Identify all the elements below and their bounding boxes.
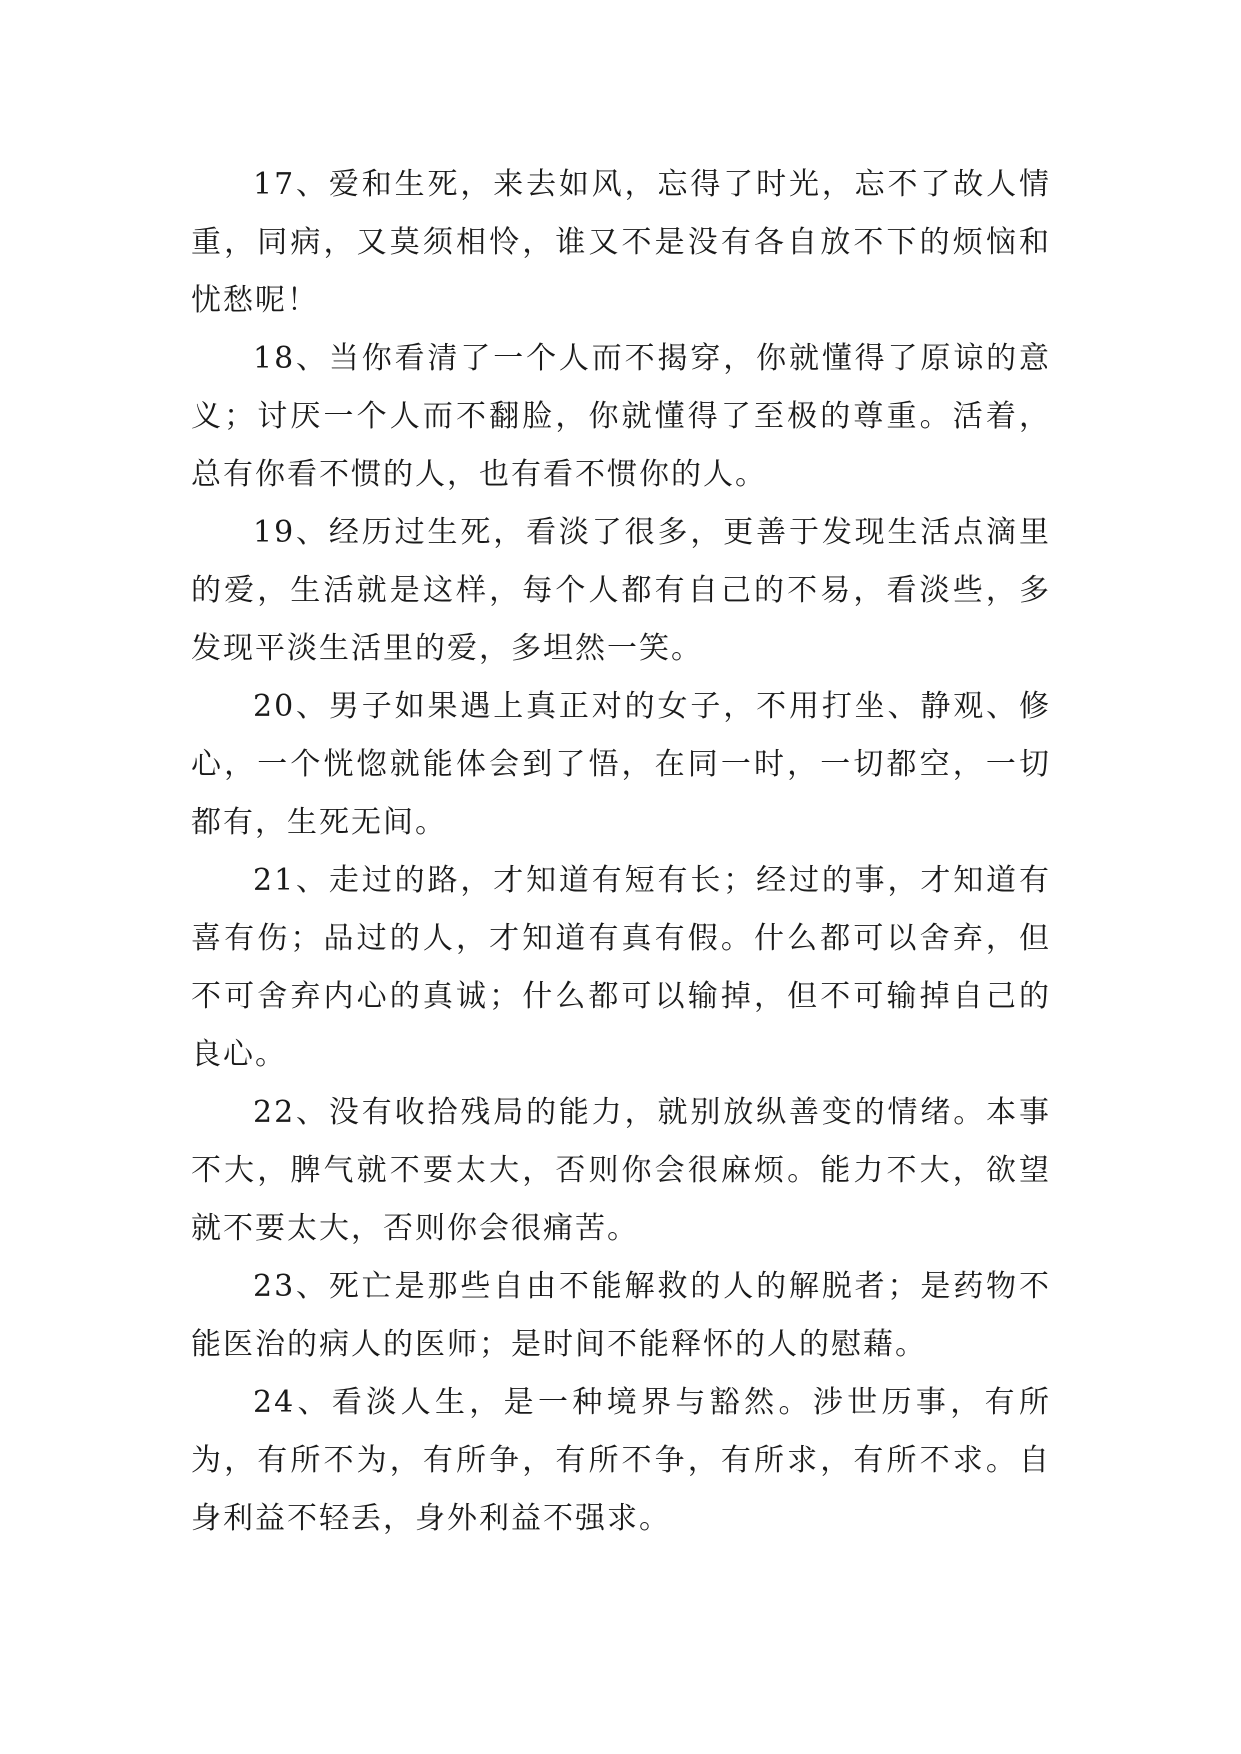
paragraph-18: 18、当你看清了一个人而不揭穿，你就懂得了原谅的意义；讨厌一个人而不翻脸，你就懂得了至极的尊重。活着，总有你看不惯的人，也有看不惯你的人。 — [191, 341, 1051, 492]
paragraph-23: 23、死亡是那些自由不能解救的人的解脱者；是药物不能医治的病人的医师；是时间不能释怀的人的慰藉。 — [191, 1269, 1051, 1362]
paragraph-17: 17、爱和生死，来去如风，忘得了时光，忘不了故人情重，同病，又莫须相怜，谁又不是没有各自放不下的烦恼和忧愁呢！ — [191, 167, 1051, 318]
paragraph-19: 19、经历过生死，看淡了很多，更善于发现生活点滴里的爱，生活就是这样，每个人都有自己的不易，看淡些，多发现平淡生活里的爱，多坦然一笑。 — [191, 515, 1051, 666]
paragraph-20: 20、男子如果遇上真正对的女子，不用打坐、静观、修心，一个恍惚就能体会到了悟，在同一时，一切都空，一切都有，生死无间。 — [191, 689, 1051, 840]
paragraph-22: 22、没有收拾残局的能力，就别放纵善变的情绪。本事不大，脾气就不要太大，否则你会很麻烦。能力不大，欲望就不要太大，否则你会很痛苦。 — [191, 1095, 1051, 1246]
paragraph-21: 21、走过的路，才知道有短有长；经过的事，才知道有喜有伤；品过的人，才知道有真有假。什么都可以舍弃，但不可舍弃内心的真诚；什么都可以输掉，但不可输掉自己的良心。 — [191, 863, 1051, 1072]
paragraph-24: 24、看淡人生，是一种境界与豁然。涉世历事，有所为，有所不为，有所争，有所不争，有所求，有所不求。自身利益不轻丢，身外利益不强求。 — [191, 1385, 1051, 1536]
document-body — [191, 156, 1051, 1548]
